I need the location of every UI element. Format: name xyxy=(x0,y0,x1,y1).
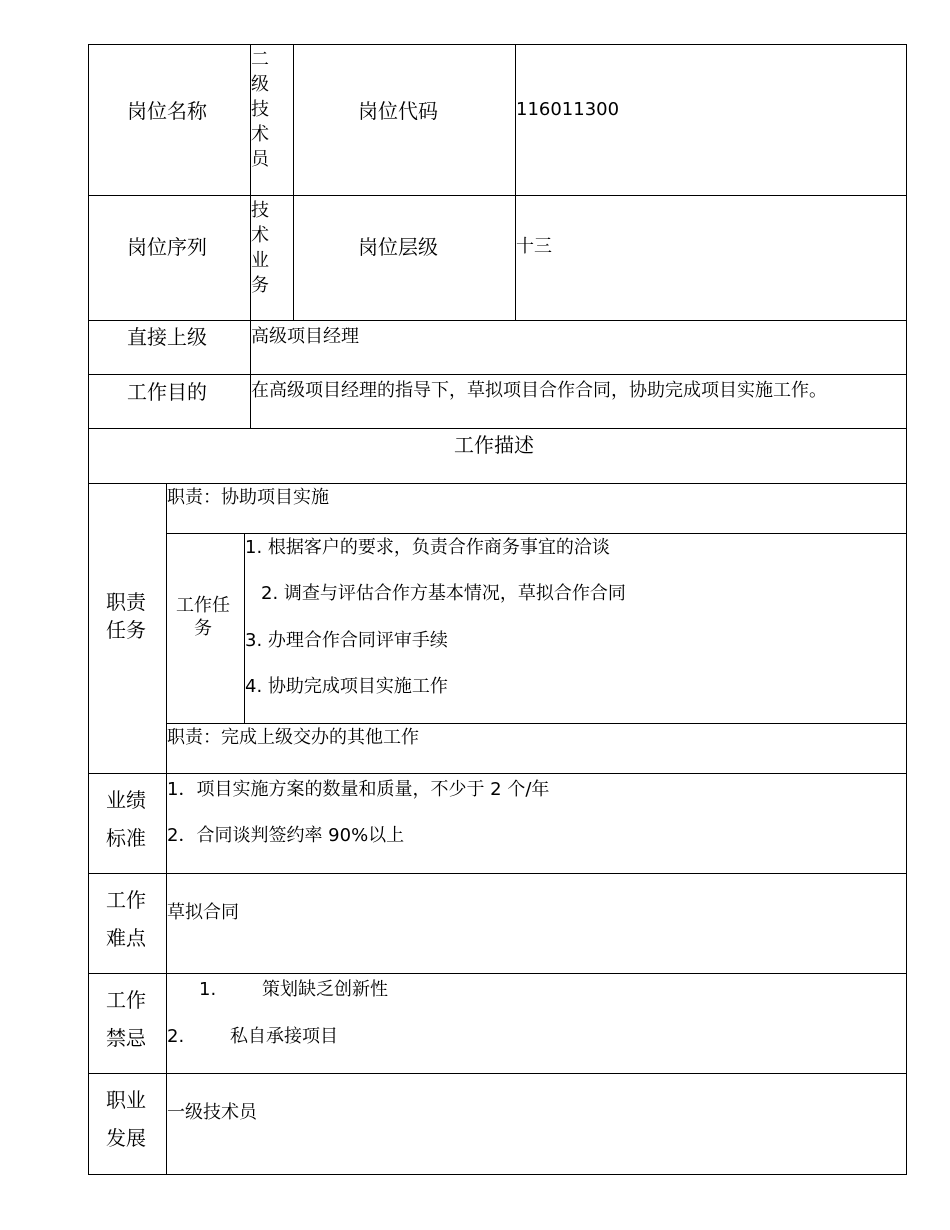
difficulty-label: 工作 难点 xyxy=(106,888,146,950)
prohibitions-value-cell xyxy=(166,973,907,1074)
prohibitions-label-cell xyxy=(88,973,167,1074)
position-level-label-cell xyxy=(293,195,516,321)
performance-label-cell xyxy=(88,773,167,874)
prohibitions-label: 工作 禁忌 xyxy=(106,988,146,1050)
duties-label: 职责 任务 xyxy=(106,590,146,642)
position-code-label: 岗位代码 xyxy=(358,99,438,123)
position-name-label-cell xyxy=(88,44,251,196)
position-sequence-label: 岗位序列 xyxy=(127,235,207,259)
superior-value-cell xyxy=(250,320,907,375)
tasks-list-cell xyxy=(244,533,907,724)
performance-value-cell xyxy=(166,773,907,874)
position-code-value-cell xyxy=(515,44,907,196)
duty1-text: 职责：协助项目实施 xyxy=(167,487,329,508)
position-name-value-cell xyxy=(250,44,294,196)
duty2-text: 职责：完成上级交办的其他工作 xyxy=(167,727,419,748)
position-code-label-cell xyxy=(293,44,516,196)
performance-item: 2．合同谈判签约率 90%以上 xyxy=(167,825,405,846)
career-label-cell xyxy=(88,1073,167,1175)
purpose-label-cell xyxy=(88,374,251,429)
position-sequence-label-cell xyxy=(88,195,251,321)
purpose-value-cell xyxy=(250,374,907,429)
superior-label: 直接上级 xyxy=(127,325,207,349)
prohibition-item: 1. 策划缺乏创新性 xyxy=(199,979,388,1000)
superior-value: 高级项目经理 xyxy=(251,326,359,347)
task-item: 4. 协助完成项目实施工作 xyxy=(245,676,448,697)
purpose-value: 在高级项目经理的指导下，草拟项目合作合同，协助完成项目实施工作。 xyxy=(251,380,827,401)
description-title-cell xyxy=(88,428,907,484)
position-sequence-value-cell xyxy=(250,195,294,321)
career-value-cell xyxy=(166,1073,907,1175)
performance-item: 1．项目实施方案的数量和质量，不少于 2 个/年 xyxy=(167,779,550,800)
position-code-value: 116011300 xyxy=(516,99,620,120)
duty2-cell xyxy=(166,723,907,774)
duty1-cell xyxy=(166,483,907,534)
position-level-value-cell xyxy=(515,195,907,321)
superior-label-cell xyxy=(88,320,251,375)
position-level-value: 十三 xyxy=(516,236,552,257)
performance-label: 业绩 标准 xyxy=(106,788,146,850)
description-title: 工作描述 xyxy=(454,433,534,457)
position-sequence-value: 技术业务 xyxy=(251,200,269,296)
task-item: 3. 办理合作合同评审手续 xyxy=(245,630,448,651)
difficulty-label-cell xyxy=(88,873,167,974)
career-label: 职业 发展 xyxy=(106,1088,146,1150)
career-value: 一级技术员 xyxy=(167,1102,257,1123)
tasks-label-cell xyxy=(166,533,245,724)
position-level-label: 岗位层级 xyxy=(358,235,438,259)
task-item: 2. 调查与评估合作方基本情况，草拟合作合同 xyxy=(261,583,626,604)
position-name-label: 岗位名称 xyxy=(127,99,207,123)
task-item: 1. 根据客户的要求，负责合作商务事宜的洽谈 xyxy=(245,537,610,558)
duties-label-cell xyxy=(88,483,167,774)
difficulty-value-cell xyxy=(166,873,907,974)
purpose-label: 工作目的 xyxy=(127,380,207,404)
position-name-value: 二级技术员 xyxy=(251,49,269,170)
prohibition-item: 2. 私自承接项目 xyxy=(167,1026,338,1047)
tasks-label: 工作任 务 xyxy=(176,595,230,639)
difficulty-value: 草拟合同 xyxy=(167,902,239,923)
